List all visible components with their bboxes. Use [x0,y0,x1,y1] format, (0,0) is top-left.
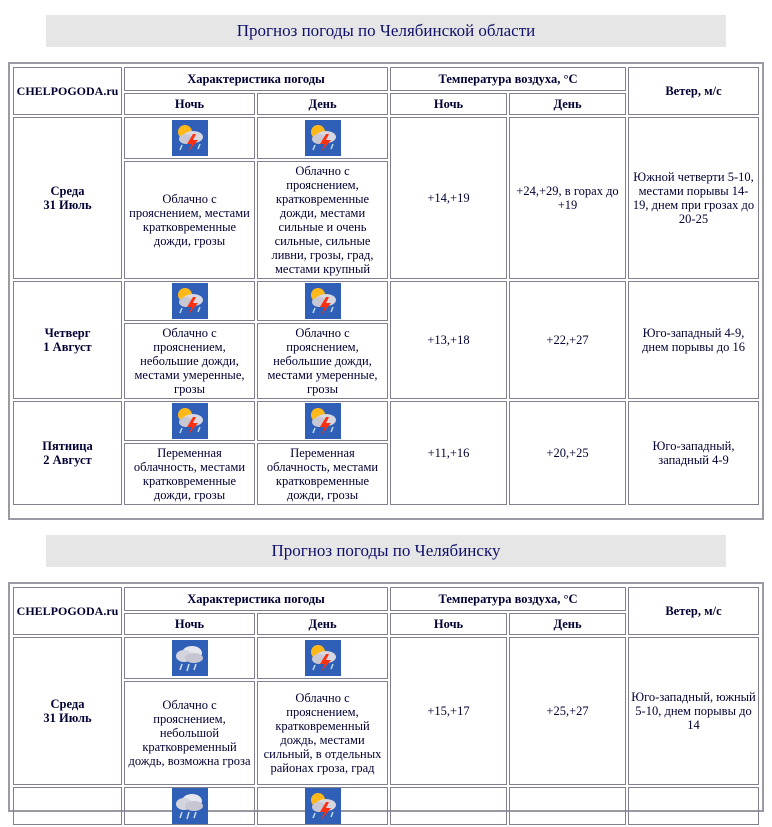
header-temperature: Температура воздуха, °C [390,587,626,611]
table-row [13,281,759,321]
temp-day: +24,+29, в горах до +19 [509,117,626,279]
rain-cloud-icon [172,640,208,676]
wind: Юго-западный 4-9, днем порывы до 16 [628,281,759,399]
date: 31 Июль [43,198,92,212]
date-cell [13,637,122,785]
night-description: Облачно с прояснением, небольшие дожди, местами умеренные, грозы [124,323,255,399]
date: 1 Август [43,340,92,354]
storm-sun-icon [172,283,208,319]
header-day: День [257,613,388,635]
storm-sun-icon [305,120,341,156]
header-temp-night: Ночь [390,613,507,635]
storm-sun-icon [305,640,341,676]
night-icon-cell [124,637,255,679]
temp-night: +11,+16 [390,401,507,505]
wind: Юго-западный, южный 5-10, днем порывы до 14 [628,637,759,785]
header-wind: Ветер, м/с [628,587,759,635]
temp-day [509,787,626,825]
header-temperature: Температура воздуха, °C [390,67,626,91]
date-cell [13,117,122,279]
table-row [13,637,759,679]
date-cell [13,401,122,505]
header-night: Ночь [124,93,255,115]
day-description: Переменная облачность, местами кратковременные дожди, грозы [257,443,388,505]
city-forecast-table [8,582,764,812]
temp-day: +22,+27 [509,281,626,399]
temp-night: +14,+19 [390,117,507,279]
temp-night [390,787,507,825]
night-description: Облачно с прояснением, небольшой кратковременный дождь, возможна гроза [124,681,255,785]
weekday: Среда [50,697,85,711]
wind: Юго-западный, западный 4-9 [628,401,759,505]
day-description: Облачно с прояснением, кратковременные дожди, местами сильные и очень сильные, сильные ливни, грозы, град, местами крупный [257,161,388,279]
temp-night: +15,+17 [390,637,507,785]
night-icon-cell [124,401,255,441]
night-icon-cell [124,281,255,321]
storm-sun-icon [305,788,341,824]
header-temp-night: Ночь [390,93,507,115]
weekday: Среда [50,184,85,198]
storm-sun-icon [305,403,341,439]
region-forecast-title: Прогноз погоды по Челябинской области [46,15,726,47]
day-icon-cell [257,117,388,159]
wind [628,787,759,825]
table-row [13,401,759,441]
site-name: CHELPOGODA.ru [13,587,122,635]
night-description: Облачно с прояснением, местами кратковременные дожди, грозы [124,161,255,279]
rain-cloud-icon [172,788,208,824]
temp-day: +25,+27 [509,637,626,785]
night-description: Переменная облачность, местами кратковременные дожди, грозы [124,443,255,505]
day-icon-cell [257,401,388,441]
day-description: Облачно с прояснением, небольшие дожди, местами умеренные, грозы [257,323,388,399]
weekday: Пятница [42,439,93,453]
day-icon-cell [257,787,388,825]
night-icon-cell [124,787,255,825]
header-weather: Характеристика погоды [124,67,388,91]
site-name: CHELPOGODA.ru [13,67,122,115]
table-row [13,117,759,159]
region-forecast-table [8,62,764,520]
storm-sun-icon [305,283,341,319]
storm-sun-icon [172,403,208,439]
day-icon-cell [257,281,388,321]
header-temp-day: День [509,93,626,115]
night-icon-cell [124,117,255,159]
day-description: Облачно с прояснением, кратковременный дождь, местами сильный, в отдельных районах гроза, град [257,681,388,785]
header-day: День [257,93,388,115]
header-night: Ночь [124,613,255,635]
date-cell [13,281,122,399]
wind: Южной четверти 5-10, местами порывы 14-19, днем при грозах до 20-25 [628,117,759,279]
temp-day: +20,+25 [509,401,626,505]
header-temp-day: День [509,613,626,635]
table-row [13,787,759,825]
day-icon-cell [257,637,388,679]
weekday: Четверг [44,326,91,340]
date: 31 Июль [43,711,92,725]
storm-sun-icon [172,120,208,156]
header-wind: Ветер, м/с [628,67,759,115]
header-weather: Характеристика погоды [124,587,388,611]
temp-night: +13,+18 [390,281,507,399]
date: 2 Август [43,453,92,467]
date-cell [13,787,122,825]
city-forecast-title: Прогноз погоды по Челябинску [46,535,726,567]
